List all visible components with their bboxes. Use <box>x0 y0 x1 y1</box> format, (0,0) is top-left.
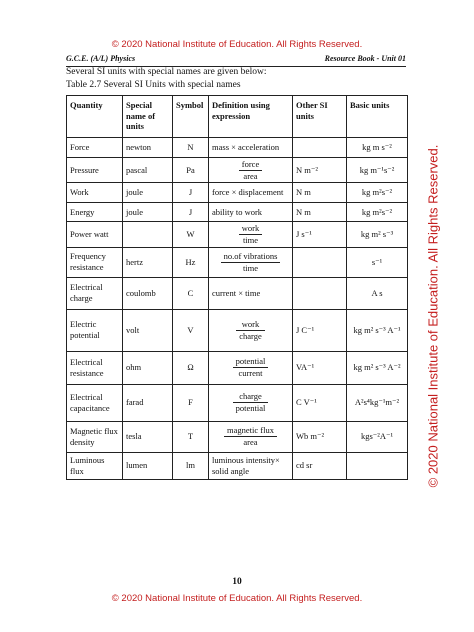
special-name-cell: pascal <box>123 158 173 183</box>
quantity-cell: Work <box>67 183 123 203</box>
page-header <box>66 54 406 67</box>
si-units-table <box>66 95 408 480</box>
basic-units-cell: s⁻¹ <box>347 247 408 277</box>
copyright-notice-bottom: © 2020 National Institute of Education. All Rights Reserved. <box>111 593 363 604</box>
definition-cell <box>209 384 293 421</box>
other-si-units-cell <box>293 277 347 309</box>
definition-fraction <box>239 159 262 181</box>
symbol-cell: J <box>173 183 209 203</box>
fraction-numerator: no.of vibrations <box>221 251 281 263</box>
table-row <box>67 158 408 183</box>
table-row <box>67 277 408 309</box>
table-header-row <box>67 96 408 138</box>
table-row <box>67 452 408 479</box>
symbol-cell: Hz <box>173 247 209 277</box>
intro-text: Several SI units with special names are given below: <box>66 67 267 77</box>
basic-units-cell: kgs⁻²A⁻¹ <box>347 421 408 452</box>
other-si-units-cell: J C⁻¹ <box>293 309 347 351</box>
column-header-quantity: Quantity <box>67 96 123 138</box>
definition-cell <box>209 309 293 351</box>
basic-units-cell <box>347 452 408 479</box>
other-si-units-cell: N m <box>293 183 347 203</box>
fraction-denominator: potential <box>235 403 266 413</box>
fraction-denominator: current <box>238 368 263 378</box>
column-header-symbol: Symbol <box>173 96 209 138</box>
table-row <box>67 351 408 384</box>
basic-units-cell: A²s⁴kg⁻¹m⁻² <box>347 384 408 421</box>
symbol-cell: T <box>173 421 209 452</box>
basic-units-cell: kg m s⁻² <box>347 138 408 158</box>
fraction-denominator: time <box>242 262 259 273</box>
basic-units-cell: A s <box>347 277 408 309</box>
quantity-cell: Frequency resistance <box>67 247 123 277</box>
quantity-cell: Electrical resistance <box>67 351 123 384</box>
quantity-cell: Luminous flux <box>67 452 123 479</box>
definition-cell <box>209 158 293 183</box>
definition-cell: force × displacement <box>209 183 293 203</box>
fraction-numerator: potential <box>233 356 269 368</box>
page-number: 10 <box>232 577 242 587</box>
definition-fraction <box>233 391 269 413</box>
definition-cell: mass × acceleration <box>209 138 293 158</box>
basic-units-cell: kg m²s⁻² <box>347 203 408 222</box>
column-header-basic-units: Basic units <box>347 96 408 138</box>
symbol-cell: W <box>173 222 209 247</box>
basic-units-cell: kg m² s⁻³ A⁻¹ <box>347 309 408 351</box>
definition-fraction <box>236 319 265 341</box>
basic-units-cell: kg m² s⁻³ <box>347 222 408 247</box>
definition-cell: current × time <box>209 277 293 309</box>
table-row <box>67 203 408 222</box>
fraction-denominator: area <box>243 170 258 181</box>
table-row <box>67 309 408 351</box>
other-si-units-cell: cd sr <box>293 452 347 479</box>
definition-cell <box>209 247 293 277</box>
symbol-cell: Pa <box>173 158 209 183</box>
special-name-cell: farad <box>123 384 173 421</box>
fraction-numerator: force <box>239 159 262 171</box>
definition-cell <box>209 222 293 247</box>
special-name-cell: joule <box>123 203 173 222</box>
quantity-cell: Electric potential <box>67 309 123 351</box>
fraction-numerator: work <box>239 223 262 235</box>
other-si-units-cell: C V⁻¹ <box>293 384 347 421</box>
side-copyright-text: © 2020 National Institute of Education. All Rights Reserved. <box>425 144 441 488</box>
column-header-special-name: Special name of units <box>123 96 173 138</box>
basic-units-cell: kg m²s⁻² <box>347 183 408 203</box>
table-row <box>67 384 408 421</box>
other-si-units-cell: Wb m⁻² <box>293 421 347 452</box>
quantity-cell: Magnetic flux density <box>67 421 123 452</box>
fraction-denominator: area <box>243 437 258 447</box>
quantity-cell: Force <box>67 138 123 158</box>
copyright-notice-top: © 2020 National Institute of Education. All Rights Reserved. <box>111 39 363 50</box>
other-si-units-cell <box>293 247 347 277</box>
table-row <box>67 247 408 277</box>
special-name-cell: joule <box>123 183 173 203</box>
special-name-cell: hertz <box>123 247 173 277</box>
header-right-text: Resource Book - Unit 01 <box>324 54 406 63</box>
special-name-cell: volt <box>123 309 173 351</box>
definition-cell <box>209 351 293 384</box>
fraction-numerator: magnetic flux <box>224 425 277 437</box>
quantity-cell: Electrical charge <box>67 277 123 309</box>
column-header-definition: Definition using expression <box>209 96 293 138</box>
other-si-units-cell: N m <box>293 203 347 222</box>
definition-fraction <box>233 356 269 378</box>
symbol-cell: V <box>173 309 209 351</box>
basic-units-cell: kg m⁻¹s⁻² <box>347 158 408 183</box>
symbol-cell: F <box>173 384 209 421</box>
symbol-cell: lm <box>173 452 209 479</box>
definition-fraction <box>239 223 262 245</box>
fraction-numerator: work <box>236 319 265 331</box>
definition-fraction <box>221 251 281 273</box>
special-name-cell: newton <box>123 138 173 158</box>
table-caption: Table 2.7 Several SI Units with special names <box>66 80 241 90</box>
special-name-cell: coulomb <box>123 277 173 309</box>
definition-cell <box>209 421 293 452</box>
symbol-cell: C <box>173 277 209 309</box>
special-name-cell: tesla <box>123 421 173 452</box>
table-row <box>67 138 408 158</box>
symbol-cell: J <box>173 203 209 222</box>
fraction-numerator: charge <box>233 391 269 403</box>
other-si-units-cell <box>293 138 347 158</box>
column-header-other-si-units: Other SI units <box>293 96 347 138</box>
fraction-denominator: time <box>242 234 259 245</box>
other-si-units-cell: N m⁻² <box>293 158 347 183</box>
symbol-cell: N <box>173 138 209 158</box>
quantity-cell: Power watt <box>67 222 123 247</box>
quantity-cell: Electrical capacitance <box>67 384 123 421</box>
quantity-cell: Pressure <box>67 158 123 183</box>
definition-fraction <box>224 425 277 447</box>
special-name-cell: ohm <box>123 351 173 384</box>
other-si-units-cell: VA⁻¹ <box>293 351 347 384</box>
symbol-cell: Ω <box>173 351 209 384</box>
basic-units-cell: kg m² s⁻³ A⁻² <box>347 351 408 384</box>
special-name-cell: lumen <box>123 452 173 479</box>
table-row <box>67 222 408 247</box>
quantity-cell: Energy <box>67 203 123 222</box>
definition-cell: luminous intensity× solid angle <box>209 452 293 479</box>
special-name-cell <box>123 222 173 247</box>
header-left-text: G.C.E. (A/L) Physics <box>66 54 136 63</box>
definition-cell: ability to work <box>209 203 293 222</box>
fraction-denominator: charge <box>239 330 262 341</box>
table-row <box>67 421 408 452</box>
other-si-units-cell: J s⁻¹ <box>293 222 347 247</box>
table-row <box>67 183 408 203</box>
side-copyright-notice <box>418 136 448 496</box>
